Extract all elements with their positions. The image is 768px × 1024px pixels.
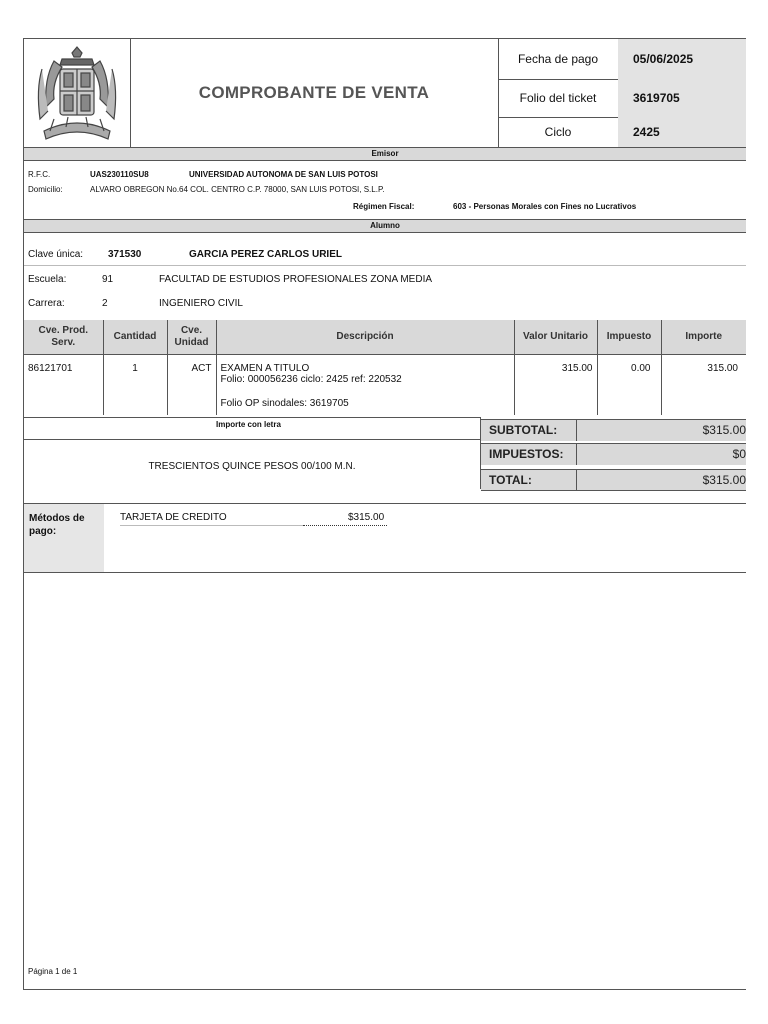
cell-valor: 315.00 <box>514 355 597 415</box>
escuela-label: Escuela: <box>28 274 67 285</box>
col-impuesto: Impuesto <box>597 320 661 355</box>
subtotal-row <box>481 419 746 441</box>
table-header-row <box>24 320 746 355</box>
col-cve-prod: Cve. Prod. Serv. <box>24 320 103 355</box>
amount-in-words-box <box>24 417 481 489</box>
cell-importe: 315.00 <box>661 355 746 415</box>
page-number: Página 1 de 1 <box>28 967 78 976</box>
carrera-name: INGENIERO CIVIL <box>159 298 243 309</box>
escuela-name: FACULTAD DE ESTUDIOS PROFESIONALES ZONA MEDIA <box>159 274 433 285</box>
alumno-section-bar: Alumno <box>24 219 746 233</box>
rfc-label: R.F.C. <box>28 170 51 179</box>
cell-unidad: ACT <box>167 355 216 415</box>
cycle-label: Ciclo <box>544 125 572 139</box>
domicilio-label: Domicilio: <box>28 185 63 194</box>
total-value: $315.00 <box>702 473 746 487</box>
items-table <box>24 320 746 415</box>
ticket-folio-label: Folio del ticket <box>519 91 597 105</box>
total-label: TOTAL: <box>489 473 532 487</box>
document-title: COMPROBANTE DE VENTA <box>198 83 430 102</box>
clave-label: Clave única: <box>28 249 84 260</box>
total-row <box>481 469 746 491</box>
cell-descripcion <box>216 355 514 415</box>
carrera-label: Carrera: <box>28 298 65 309</box>
eagle-crest-icon <box>24 39 130 147</box>
carrera-code: 2 <box>102 298 108 309</box>
cell-impuesto: 0.00 <box>597 355 661 415</box>
cycle-row <box>498 117 746 147</box>
divider <box>576 420 577 441</box>
col-descripcion: Descripción <box>216 320 514 355</box>
emisor-name: UNIVERSIDAD AUTONOMA DE SAN LUIS POTOSI <box>189 170 378 179</box>
domicilio-value: ALVARO OBREGON No.64 COL. CENTRO C.P. 78000, SAN LUIS POTOSI, S.L.P. <box>90 185 385 194</box>
regimen-value: 603 - Personas Morales con Fines no Lucrativos <box>453 202 637 211</box>
emisor-section-bar: Emisor <box>24 147 746 161</box>
cell-cantidad: 1 <box>103 355 167 415</box>
payment-method: TARJETA DE CREDITO <box>120 512 227 523</box>
amount-words-value: TRESCIENTOS QUINCE PESOS 00/100 M.N. <box>148 461 356 472</box>
payment-methods-label: Métodos de pago: <box>24 504 104 572</box>
payment-date-label: Fecha de pago <box>517 52 599 66</box>
rfc-value: UAS230110SU8 <box>90 170 149 179</box>
payment-amount: $315.00 <box>348 512 385 523</box>
payment-date-row <box>498 39 746 80</box>
divider <box>24 439 480 440</box>
cycle-value: 2425 <box>618 117 746 147</box>
divider <box>24 265 746 266</box>
taxes-label: IMPUESTOS: <box>489 447 564 461</box>
table-row <box>24 355 746 415</box>
subtotal-value: $315.00 <box>702 423 746 437</box>
col-unidad: Cve. Unidad <box>167 320 216 355</box>
desc-line-3: Folio OP sinodales: 3619705 <box>220 398 349 409</box>
subtotal-label: SUBTOTAL: <box>489 423 558 437</box>
dotted-leader <box>303 525 387 526</box>
payment-date-value: 05/06/2025 <box>618 39 746 79</box>
receipt-header <box>24 39 746 147</box>
col-cantidad: Cantidad <box>103 320 167 355</box>
student-name: GARCIA PEREZ CARLOS URIEL <box>189 249 342 260</box>
taxes-row <box>481 443 746 465</box>
desc-line-2: Folio: 000056236 ciclo: 2425 ref: 220532 <box>220 374 402 385</box>
clave-value: 371530 <box>108 249 142 260</box>
university-logo <box>24 39 131 147</box>
escuela-code: 91 <box>102 274 114 285</box>
title-cell <box>130 39 499 147</box>
ticket-folio-row <box>498 79 746 118</box>
taxes-value: $0 <box>732 447 746 461</box>
divider <box>576 470 577 490</box>
desc-line-1: EXAMEN A TITULO <box>220 363 310 374</box>
ticket-folio-value: 3619705 <box>618 79 746 117</box>
payment-methods-box <box>24 503 746 573</box>
amount-words-label: Importe con letra <box>216 420 281 429</box>
col-importe: Importe <box>661 320 746 355</box>
receipt-page <box>23 38 746 990</box>
col-valor: Valor Unitario <box>514 320 597 355</box>
regimen-label: Régimen Fiscal: <box>353 202 415 211</box>
divider <box>576 444 577 465</box>
cell-cve-prod: 86121701 <box>28 363 73 374</box>
divider <box>120 525 303 526</box>
